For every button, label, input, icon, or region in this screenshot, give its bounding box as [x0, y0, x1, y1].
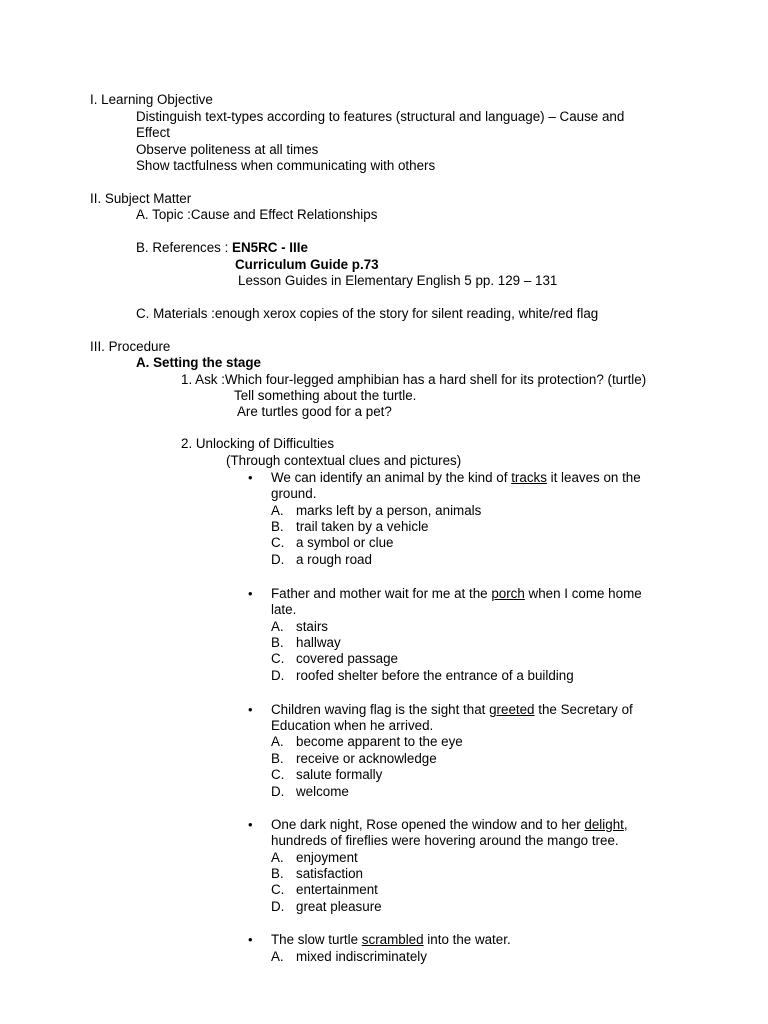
vocab-item-5-sentence: [271, 932, 511, 949]
reference-code: EN5RC - IIIe: [232, 240, 308, 255]
option-c: [271, 767, 383, 784]
option-a: [271, 734, 463, 751]
references-label: B. References :: [136, 240, 233, 255]
vocab-item-2-sentence-cont: late.: [271, 602, 297, 617]
bullet-icon: •: [248, 817, 253, 832]
option-text: satisfaction: [296, 866, 363, 881]
option-a: [271, 949, 427, 966]
subject-heading: II. Subject Matter: [90, 191, 192, 206]
option-letter: D.: [271, 784, 285, 799]
option-text: entertainment: [296, 882, 378, 897]
option-letter: A.: [271, 619, 284, 634]
objective-heading: I. Learning Objective: [90, 92, 213, 107]
option-a: [271, 619, 328, 636]
option-b: [271, 866, 363, 883]
sentence-text: One dark night, Rose opened the window and to her: [271, 817, 585, 832]
ask-question-3: Are turtles good for a pet?: [237, 404, 392, 419]
subject-materials: C. Materials :enough xerox copies of the story for silent reading, white/red flag: [136, 306, 599, 321]
sentence-text: it leaves on the: [546, 470, 641, 485]
option-letter: C.: [271, 882, 285, 897]
option-letter: C.: [271, 767, 285, 782]
option-b: [271, 519, 429, 536]
option-letter: B.: [271, 635, 284, 650]
objective-line-2: Observe politeness at all times: [136, 142, 319, 157]
vocab-item-4-sentence: [271, 817, 628, 834]
vocab-item-1-sentence-cont: ground.: [271, 486, 317, 501]
option-letter: A.: [271, 734, 284, 749]
vocab-item-3-sentence-cont: Education when he arrived.: [271, 718, 434, 733]
objective-line-1-cont: Effect: [136, 125, 170, 140]
setting-the-stage: A. Setting the stage: [136, 355, 261, 370]
option-text: hallway: [296, 635, 341, 650]
vocab-word-greeted: greeted: [489, 702, 535, 717]
bullet-icon: •: [248, 702, 253, 717]
option-a: [271, 850, 358, 867]
option-text: covered passage: [296, 651, 398, 666]
option-text: marks left by a person, animals: [296, 503, 482, 518]
option-d: [271, 552, 372, 569]
option-letter: A.: [271, 949, 284, 964]
vocab-item-4-sentence-cont: hundreds of fireflies were hovering around the mango tree.: [271, 833, 619, 848]
option-letter: B.: [271, 866, 284, 881]
objective-line-1: Distinguish text-types according to features (structural and language) – Cause and: [136, 109, 625, 124]
vocab-word-scrambled: scrambled: [361, 932, 424, 947]
bullet-icon: •: [248, 932, 253, 947]
option-text: trail taken by a vehicle: [296, 519, 429, 534]
option-d: [271, 899, 382, 916]
reference-lesson-guides: Lesson Guides in Elementary English 5 pp. 129 – 131: [238, 273, 558, 288]
option-b: [271, 751, 437, 768]
sentence-text: We can identify an animal by the kind of: [271, 470, 512, 485]
vocab-item-2-sentence: [271, 586, 642, 603]
subject-topic: A. Topic :Cause and Effect Relationships: [136, 207, 378, 222]
option-letter: C.: [271, 535, 285, 550]
sentence-text: ,: [623, 817, 628, 832]
option-text: roofed shelter before the entrance of a building: [296, 668, 574, 683]
option-text: receive or acknowledge: [296, 751, 437, 766]
option-text: a rough road: [296, 552, 372, 567]
sentence-text: The slow turtle: [271, 932, 362, 947]
option-letter: B.: [271, 519, 284, 534]
ask-question-1: 1. Ask :Which four-legged amphibian has a hard shell for its protection? (turtle): [181, 372, 647, 387]
vocab-item-1-sentence: [271, 470, 641, 487]
reference-curriculum-guide: Curriculum Guide p.73: [235, 257, 379, 272]
vocab-word-delight: delight: [584, 817, 624, 832]
option-c: [271, 535, 394, 552]
option-d: [271, 784, 349, 801]
vocab-word-tracks: tracks: [511, 470, 547, 485]
option-c: [271, 651, 398, 668]
option-text: stairs: [296, 619, 328, 634]
option-letter: A.: [271, 850, 284, 865]
unlocking-difficulties: 2. Unlocking of Difficulties: [181, 436, 335, 451]
sentence-text: when I come home: [524, 586, 642, 601]
sentence-text: into the water.: [423, 932, 511, 947]
objective-line-3: Show tactfulness when communicating with others: [136, 158, 436, 173]
option-letter: A.: [271, 503, 284, 518]
option-letter: D.: [271, 552, 285, 567]
sentence-text: Father and mother wait for me at the: [271, 586, 492, 601]
option-text: salute formally: [296, 767, 383, 782]
option-text: welcome: [296, 784, 349, 799]
option-a: [271, 503, 482, 520]
option-letter: C.: [271, 651, 285, 666]
option-d: [271, 668, 574, 685]
option-text: mixed indiscriminately: [296, 949, 427, 964]
vocab-word-porch: porch: [491, 586, 525, 601]
unlocking-subtitle: (Through contextual clues and pictures): [226, 453, 462, 468]
bullet-icon: •: [248, 470, 253, 485]
subject-references-line: [136, 240, 308, 257]
bullet-icon: •: [248, 586, 253, 601]
ask-question-2: Tell something about the turtle.: [234, 388, 417, 403]
sentence-text: Children waving flag is the sight that: [271, 702, 490, 717]
option-letter: D.: [271, 668, 285, 683]
procedure-heading: III. Procedure: [90, 339, 171, 354]
sentence-text: the Secretary of: [534, 702, 633, 717]
vocab-item-3-sentence: [271, 702, 633, 719]
option-letter: D.: [271, 899, 285, 914]
option-c: [271, 882, 378, 899]
option-text: great pleasure: [296, 899, 382, 914]
option-b: [271, 635, 341, 652]
option-text: enjoyment: [296, 850, 358, 865]
option-letter: B.: [271, 751, 284, 766]
option-text: a symbol or clue: [296, 535, 394, 550]
option-text: become apparent to the eye: [296, 734, 463, 749]
